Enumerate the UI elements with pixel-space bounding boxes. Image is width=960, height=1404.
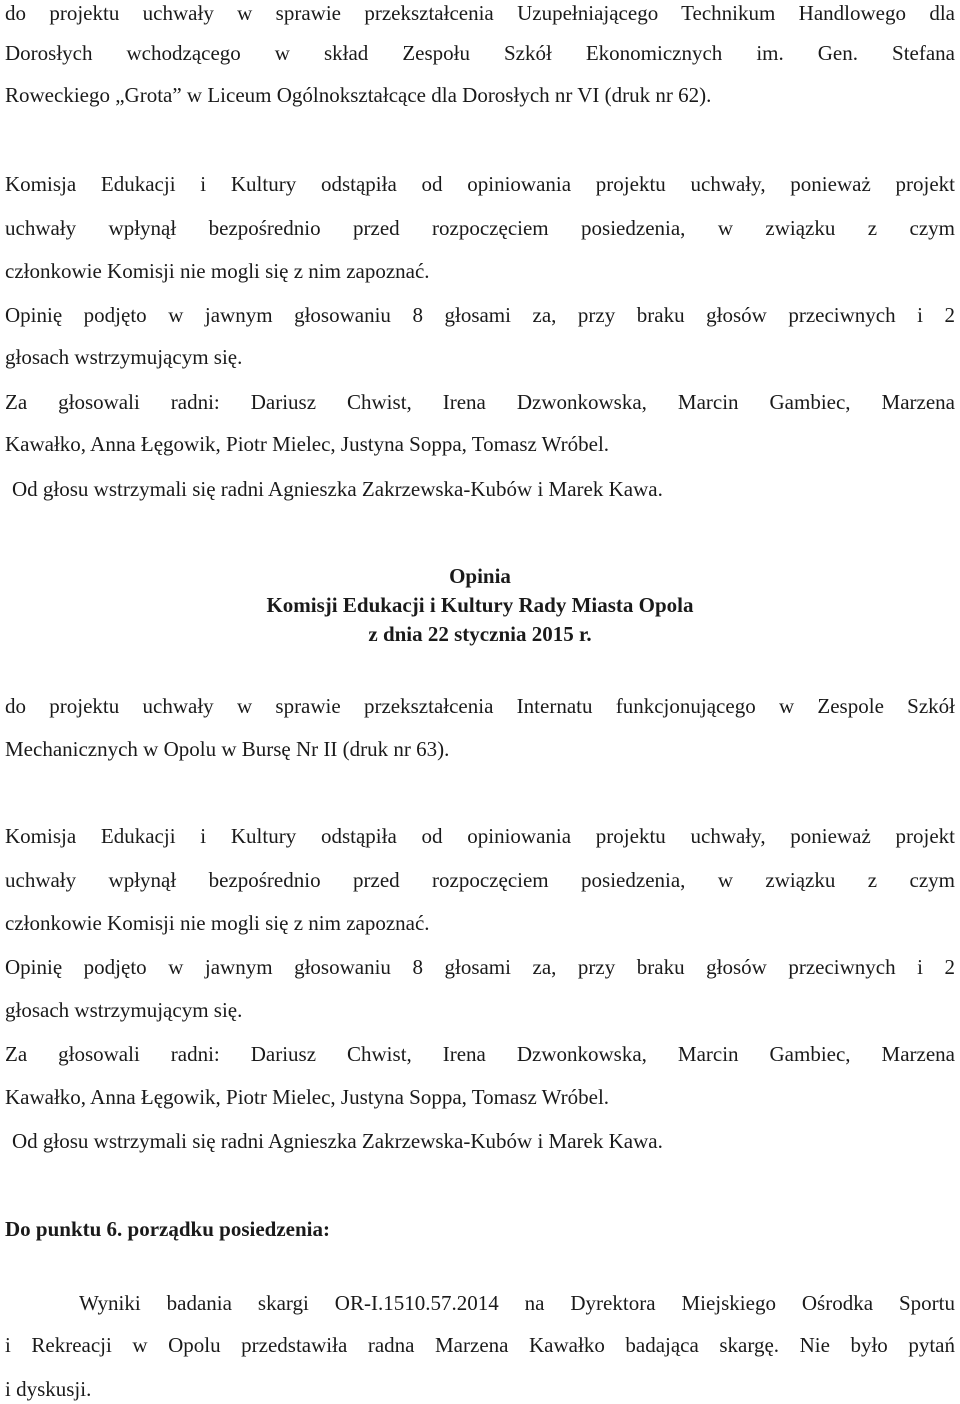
paragraph-line: Kawałko, Anna Łęgowik, Piotr Mielec, Justyna Soppa, Tomasz Wróbel. — [5, 1085, 610, 1109]
paragraph-line: uchwały wpłynął bezpośrednio przed rozpoczęciem posiedzenia, w związku z czym — [5, 868, 955, 892]
paragraph-line: i dyskusji. — [5, 1377, 92, 1401]
paragraph-line: Roweckiego „Grota” w Liceum Ogólnokształcące dla Dorosłych nr VI (druk nr 62). — [5, 83, 712, 107]
paragraph-line: Opinię podjęto w jawnym głosowaniu 8 głosami za, przy braku głosów przeciwnych i 2 — [5, 303, 955, 327]
paragraph-line: Od głosu wstrzymali się radni Agnieszka Zakrzewska-Kubów i Marek Kawa. — [12, 477, 663, 501]
paragraph-line: Kawałko, Anna Łęgowik, Piotr Mielec, Justyna Soppa, Tomasz Wróbel. — [5, 432, 610, 456]
paragraph-line: członkowie Komisji nie mogli się z nim zapoznać. — [5, 259, 430, 283]
paragraph-line: Za głosowali radni: Dariusz Chwist, Irena Dzwonkowska, Marcin Gambiec, Marzena — [5, 390, 955, 414]
paragraph-line: Za głosowali radni: Dariusz Chwist, Irena Dzwonkowska, Marcin Gambiec, Marzena — [5, 1042, 955, 1066]
paragraph-line: uchwały wpłynął bezpośrednio przed rozpoczęciem posiedzenia, w związku z czym — [5, 216, 955, 240]
paragraph-line: Dorosłych wchodzącego w skład Zespołu Szkół Ekonomicznych im. Gen. Stefana — [5, 41, 955, 65]
paragraph-line: Komisja Edukacji i Kultury odstąpiła od opiniowania projektu uchwały, ponieważ projekt — [5, 824, 955, 848]
paragraph-line: głosach wstrzymującym się. — [5, 998, 243, 1022]
section-heading: Do punktu 6. porządku posiedzenia: — [5, 1217, 330, 1241]
paragraph-line: Opinię podjęto w jawnym głosowaniu 8 głosami za, przy braku głosów przeciwnych i 2 — [5, 955, 955, 979]
opinion-subtitle: Komisji Edukacji i Kultury Rady Miasta Opola — [266, 593, 694, 617]
paragraph-line: Mechanicznych w Opolu w Bursę Nr II (druk nr 63). — [5, 737, 450, 761]
paragraph-line: do projektu uchwały w sprawie przekształcenia Uzupełniającego Technikum Handlowego dla — [5, 1, 955, 25]
paragraph-line: i Rekreacji w Opolu przedstawiła radna Marzena Kawałko badająca skargę. Nie było pytań — [5, 1333, 955, 1357]
paragraph-line: Komisja Edukacji i Kultury odstąpiła od opiniowania projektu uchwały, ponieważ projekt — [5, 172, 955, 196]
opinion-date: z dnia 22 stycznia 2015 r. — [368, 622, 592, 646]
paragraph-line: głosach wstrzymującym się. — [5, 345, 243, 369]
paragraph-line: Wyniki badania skargi OR-I.1510.57.2014 na Dyrektora Miejskiego Ośrodka Sportu — [79, 1291, 955, 1315]
paragraph-line: członkowie Komisji nie mogli się z nim zapoznać. — [5, 911, 430, 935]
paragraph-line: do projektu uchwały w sprawie przekształcenia Internatu funkcjonującego w Zespole Szkół — [5, 694, 955, 718]
paragraph-line: Od głosu wstrzymali się radni Agnieszka Zakrzewska-Kubów i Marek Kawa. — [12, 1129, 663, 1153]
opinion-title: Opinia — [449, 564, 511, 588]
